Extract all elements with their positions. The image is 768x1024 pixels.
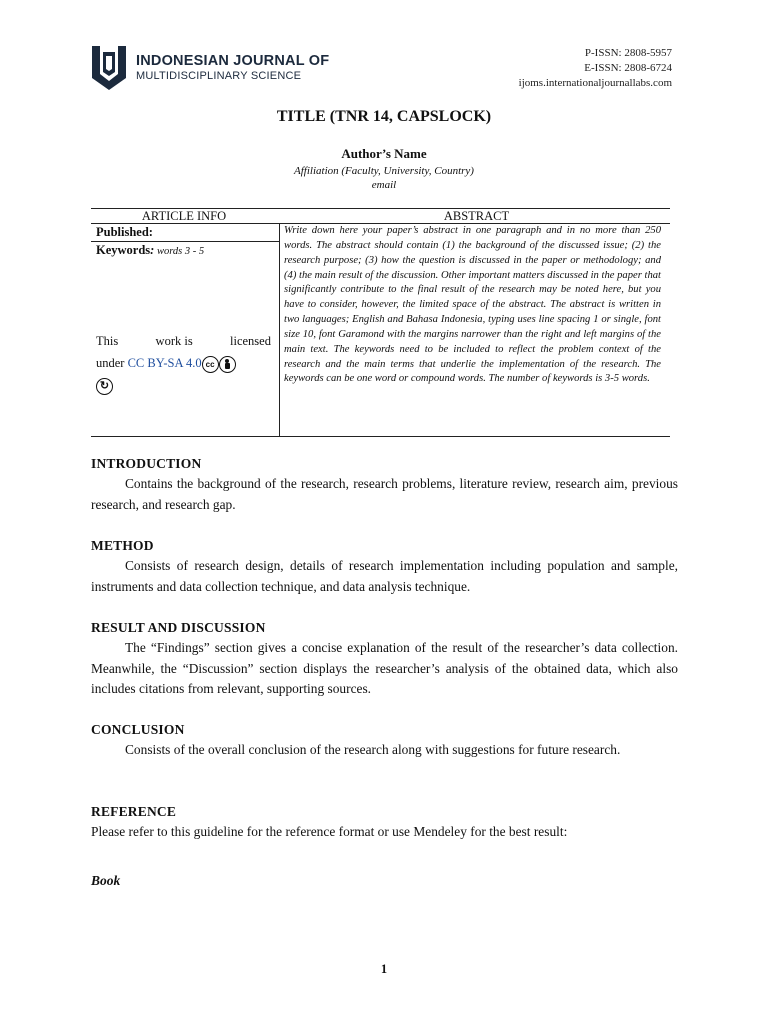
- license-word-this: This: [96, 334, 119, 348]
- license-link[interactable]: CC BY-SA 4.0: [127, 356, 202, 370]
- page-number: 1: [380, 962, 388, 976]
- abstract-text: Write down here your paper’s abstract in one paragraph and in no more than 250 words. The abstract should contain (1) the background of the discussed issue; (2) the research purpose; (3) how the question is discussed in the paper or methodology; and (4) the main result of the discussion. Other important matters discussed in the paper that significantly contribute to the final result of the research may be noted here, but you have to consider, however, the limited space of the abstract. The abstract is written in two languages; English and Bahasa Indonesia, typing uses line spacing 1 or single, font size 10, font Garamond with the margins narrower than the right and left margins of the main text. The keywords need to be included to reflect the problem context of the research and the main terms that underlie the implementation of the research. The keywords can be one word or compound words. The number of keywords is 3-5 words.: [284, 225, 661, 385]
- book-subheading: Book: [91, 873, 121, 888]
- by-attribution-icon: [219, 356, 236, 373]
- article-info-header: ARTICLE INFO: [141, 209, 227, 223]
- article-info-table: [91, 208, 670, 436]
- e-issn: E-ISSN: 2808-6724: [584, 62, 672, 74]
- abstract-header: ABSTRACT: [443, 209, 510, 223]
- license-line-1: [96, 330, 271, 352]
- journal-name: [136, 53, 329, 82]
- results-heading: RESULT AND DISCUSSION: [91, 620, 266, 635]
- section-results: [91, 620, 678, 700]
- keywords-value: words 3 - 5: [154, 246, 205, 257]
- journal-name-line2: MULTIDISCIPLINARY SCIENCE: [136, 70, 302, 83]
- author-details: [0, 164, 768, 192]
- license-word-work: work is: [155, 334, 193, 348]
- author-email: email: [371, 179, 397, 191]
- license-statement: [96, 330, 271, 396]
- reference-heading: REFERENCE: [91, 804, 177, 819]
- introduction-text: Contains the background of the research, research problems, literature review, research aim, previous research, and research gap.: [91, 476, 678, 512]
- journal-website: ijoms.internationaljournallabs.com: [518, 77, 672, 89]
- author-affiliation: Affiliation (Faculty, University, Country): [294, 165, 474, 177]
- conclusion-text: Consists of the overall conclusion of the research along with suggestions for future research.: [125, 742, 621, 757]
- keywords-row: [96, 243, 204, 258]
- section-reference: [91, 804, 678, 843]
- section-introduction: [91, 456, 678, 515]
- license-line-2: [96, 352, 271, 374]
- results-text: The “Findings” section gives a concise explanation of the result of the researcher’s data collection. Meanwhile, the “Discussion” section displays the researcher’s analysis of the obtained data, which also includes citations from relevant, supporting sources.: [91, 640, 678, 697]
- table-bottom-rule: [91, 436, 670, 437]
- table-column-divider: [279, 223, 280, 436]
- license-word-licensed: licensed: [230, 334, 271, 348]
- journal-logo: [90, 44, 329, 92]
- cc-icon: cc: [202, 356, 219, 373]
- method-heading: METHOD: [91, 538, 154, 553]
- share-alike-icon: ↻: [96, 378, 113, 395]
- method-text: Consists of research design, details of research implementation including population and sample, instruments and data collection technique, and data analysis technique.: [91, 558, 678, 594]
- conclusion-heading: CONCLUSION: [91, 722, 185, 737]
- introduction-heading: INTRODUCTION: [91, 456, 202, 471]
- published-rule: [91, 241, 279, 242]
- keywords-colon: :: [150, 243, 155, 257]
- issn-block: [519, 46, 672, 91]
- license-line-3: [96, 374, 271, 396]
- journal-name-line1: INDONESIAN JOURNAL OF: [136, 53, 330, 70]
- p-issn: P-ISSN: 2808-5957: [584, 47, 672, 59]
- reference-text: Please refer to this guideline for the reference format or use Mendeley for the best result:: [91, 824, 568, 839]
- journal-shield-icon: [90, 44, 128, 92]
- section-conclusion: [91, 722, 678, 761]
- keywords-label: Keywords: [96, 243, 151, 257]
- paper-title: TITLE (TNR 14, CAPSLOCK): [276, 108, 492, 125]
- license-word-under: under: [96, 356, 128, 370]
- published-label: Published:: [96, 225, 153, 239]
- author-name: Author’s Name: [341, 146, 427, 161]
- section-method: [91, 538, 678, 597]
